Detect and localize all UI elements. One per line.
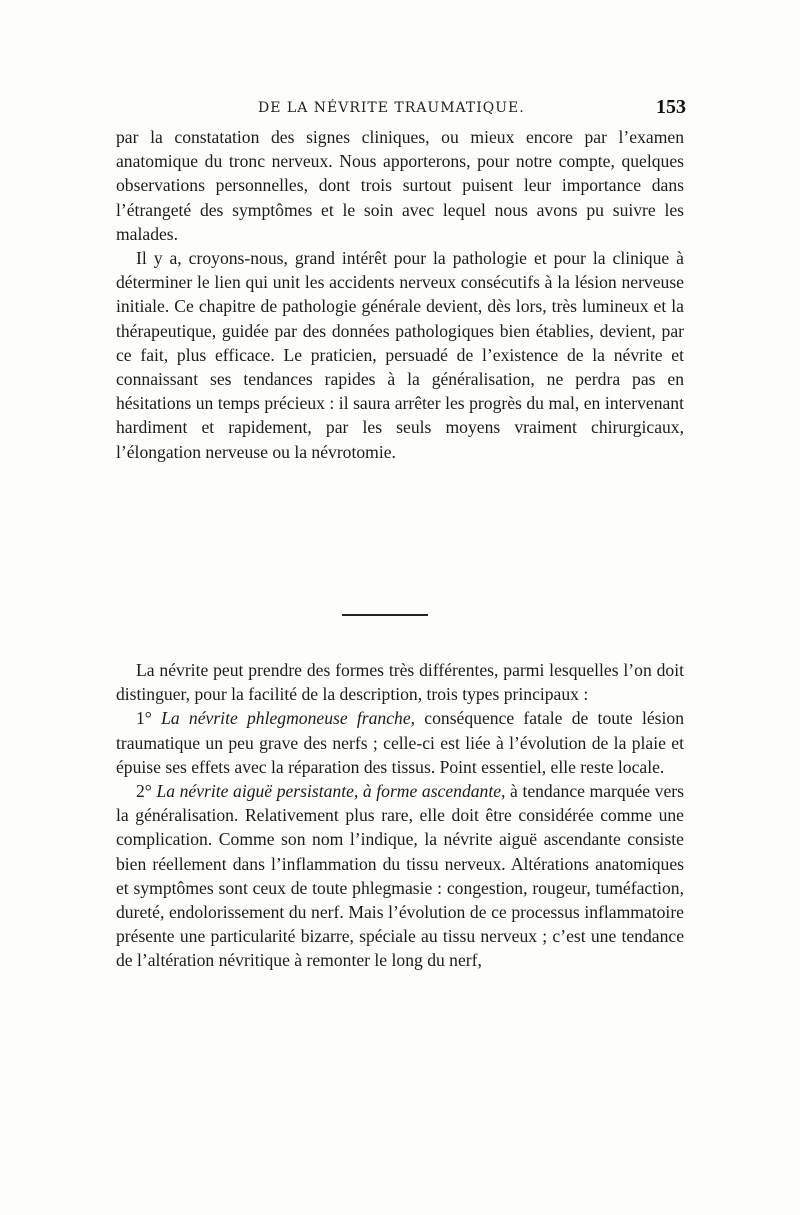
list-number: 2° xyxy=(136,781,152,802)
list-item-text: conséquence fatale de toute lésion traumatique un peu grave des nerfs ; celle-ci est liée à l’évolution de la plaie et épuise ses effets avec la réparation des tissus. Point essentiel, elle reste locale. xyxy=(116,708,685,777)
list-item-title: La névrite aiguë persistante, à forme ascendante, xyxy=(156,781,506,802)
page-header xyxy=(116,96,686,122)
list-item xyxy=(116,779,684,973)
list-number: 1° xyxy=(136,708,152,729)
section-text-1 xyxy=(116,125,684,464)
list-item-text: à tendance marquée vers la généralisation. Relativement plus rare, elle doit être considérée comme une complication. Comme son nom l’indique, la névrite aiguë ascendante consiste bien réellement dans l’inflammation du tissu nerveux. Altérations anatomiques et symptômes sont ceux de toute phlegmasie : congestion, rougeur, tuméfaction, dureté, endolorissement du nerf. Mais l’évolution de ce processus inflammatoire présente une particularité bizarre, spéciale au tissu nerveux ; c’est une tendance de l’altération névritique à remonter le long du nerf, xyxy=(116,781,684,971)
paragraph: La névrite peut prendre des formes très différentes, parmi lesquelles l’on doit distinguer, pour la facilité de la description, trois types principaux : xyxy=(116,660,684,705)
section-divider xyxy=(342,614,428,616)
running-title: DE LA NÉVRITE TRAUMATIQUE. xyxy=(258,100,525,116)
paragraph: par la constatation des signes cliniques, ou mieux encore par l’examen anatomique du tronc nerveux. Nous apporterons, pour notre compte, quelques observations personnelles, dont trois surtout puisent leur importance dans l’étrangeté des symptômes et le soin avec lequel nous avons pu suivre les malades. xyxy=(116,127,684,244)
list-item xyxy=(116,706,684,779)
paragraph: Il y a, croyons-nous, grand intérêt pour la pathologie et pour la clinique à déterminer le lien qui unit les accidents nerveux consécutifs à la lésion nerveuse initiale. Ce chapitre de pathologie générale devient, dès lors, très lumineux et la thérapeutique, guidée par des données pathologiques bien établies, devient, par ce fait, plus efficace. Le praticien, persuadé de l’existence de la névrite et connaissant ses tendances rapides à la généralisation, ne perdra pas en hésitations un temps précieux : il saura arrêter les progrès du mal, en intervenant hardiment et rapidement, par les seuls moyens vraiment chirurgicaux, l’élongation nerveuse ou la névrotomie. xyxy=(116,248,684,462)
section-text-2 xyxy=(116,658,684,973)
page-number: 153 xyxy=(656,96,686,118)
list-item-title: La névrite phlegmoneuse franche, xyxy=(161,708,416,729)
